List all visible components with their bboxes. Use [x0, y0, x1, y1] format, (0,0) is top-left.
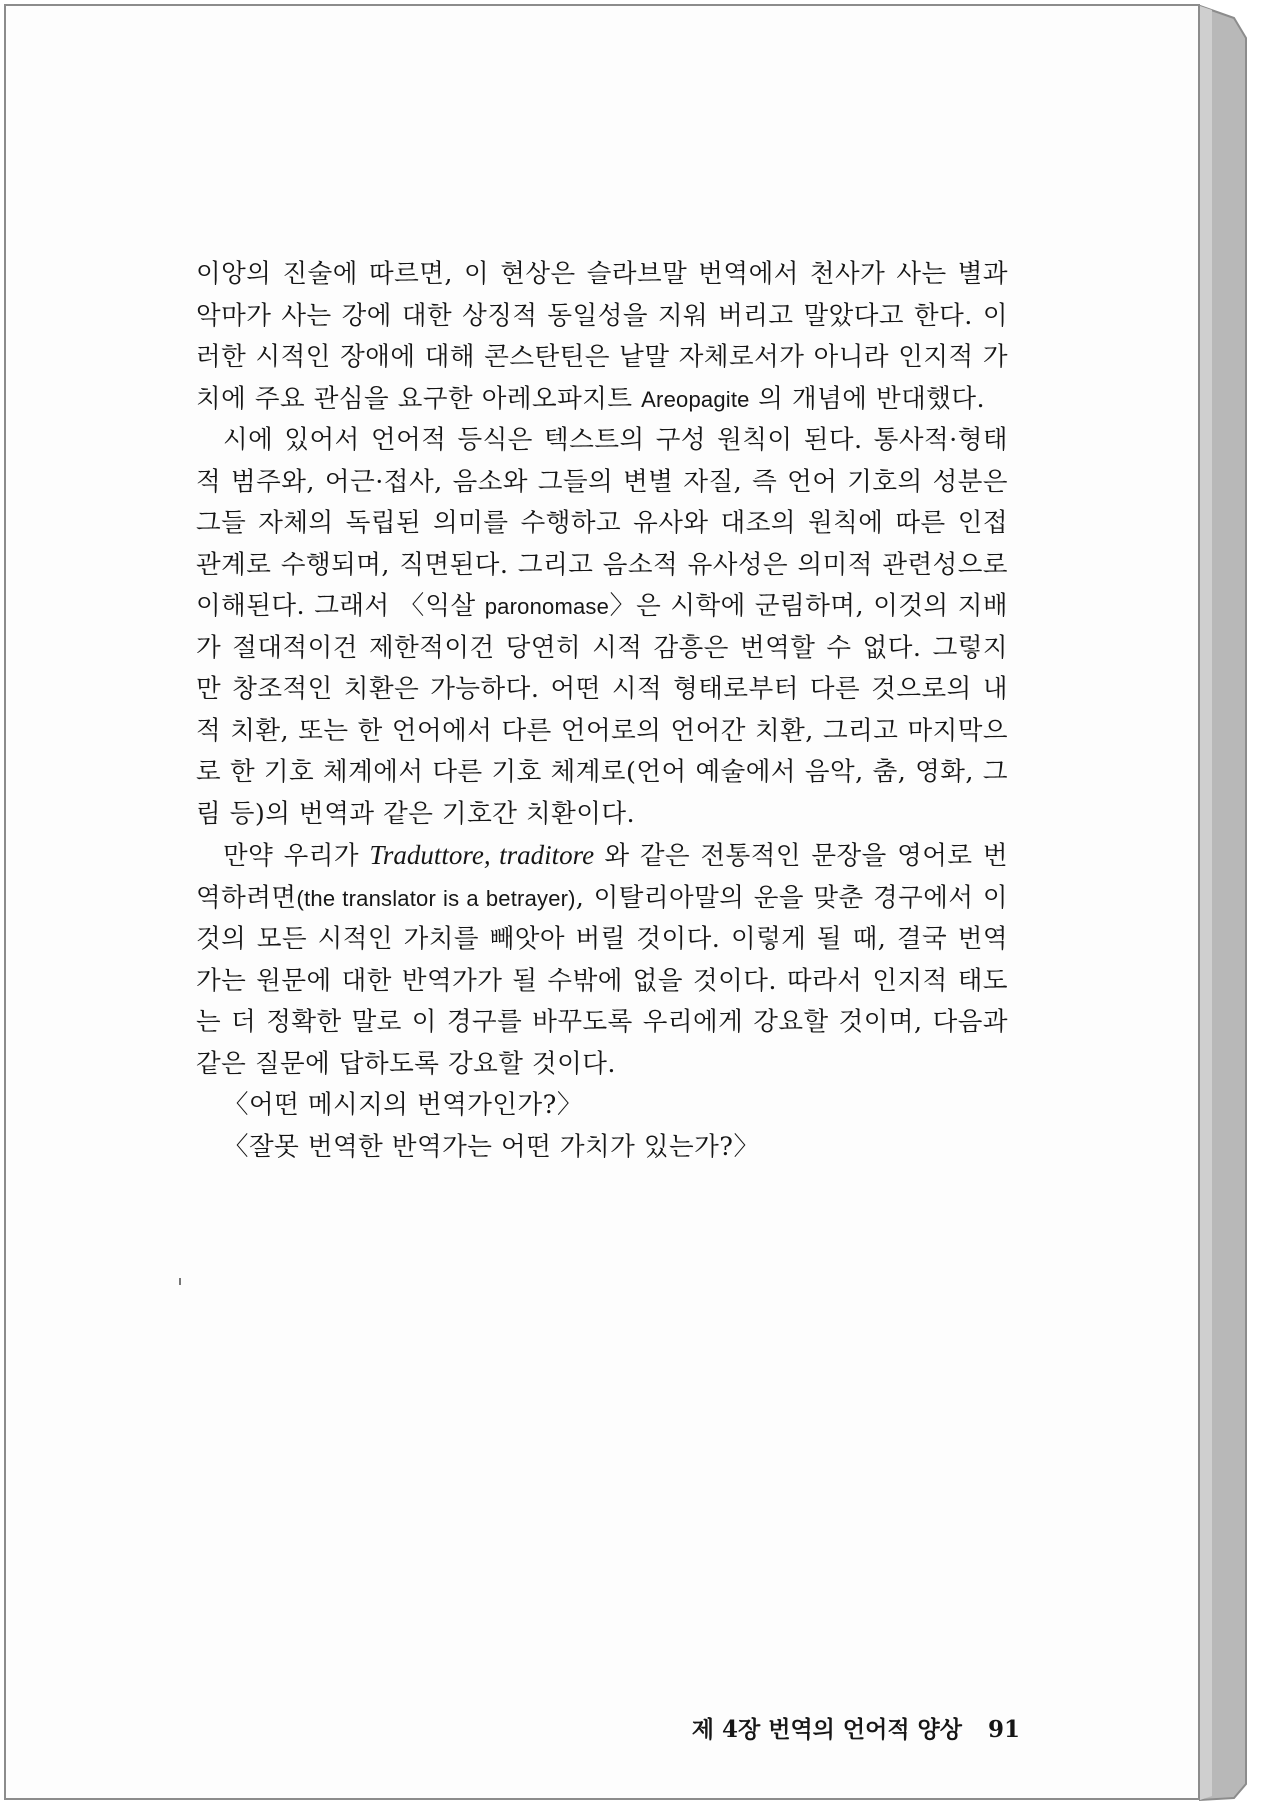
paragraph-3-text-a: 만약 우리가: [223, 841, 370, 871]
question-1: 〈어떤 메시지의 번역가인가?〉: [223, 1090, 583, 1120]
italian-phrase: Traduttore, traditore: [369, 840, 595, 870]
paragraph-2: [196, 420, 1008, 835]
paragraph-2-text-a: 시에 있어서 언어적 등식은 텍스트의 구성 원칙이 된다. 통사적·형태적 범주와, 어근·접사, 음소와 그들의 변별 자질, 즉 언어 기호의 성분은 그들 자체의 독립된 의미를 수행하고 유사와 대조의 원칙에 따른 인접 관계로 수행되며, 직면된다. 그리고 음소적 유사성은 의미적 관련성으로 이해된다. 그래서 〈익살: [196, 425, 1008, 621]
margin-mark: [179, 1278, 181, 1285]
question-2: 〈잘못 번역한 반역가는 어떤 가치가 있는가?〉: [223, 1131, 760, 1162]
english-gloss: (the translator is a betrayer): [296, 885, 576, 911]
body-text: [196, 254, 1008, 1168]
running-footer: [620, 1711, 1020, 1744]
book-page: [4, 4, 1200, 1800]
paragraph-1: [196, 254, 1008, 420]
paragraph-2-text-b: 〉은 시학에 군림하며, 이것의 지배가 절대적이건 제한적이건 당연히 시적 감흥은 번역할 수 없다. 그렇지만 창조적인 치환은 가능하다. 어떤 시적 형태로부터 다른 것으로의 내적 치환, 또는 한 언어에서 다른 언어로의 언어간 치환, 그리고 마지막으로 한 기호 체계에서 다른 기호 체계로(언어 예술에서 음악, 춤, 영화, 그림 등)의 번역과 같은 기호간 치환이다.: [196, 591, 1008, 829]
paragraph-3-text-c: , 이탈리아말의 운을 맞춘 경구에서 이것의 모든 시적인 가치를 빼앗아 버릴 것이다. 이렇게 될 때, 결국 번역가는 원문에 대한 반역가가 될 수밖에 없을 것이다. 따라서 인지적 태도는 더 정확한 말로 이 경구를 바꾸도록 우리에게 강요할 것이며, 다음과 같은 질문에 답하도록 강요할 것이다.: [196, 882, 1008, 1079]
paragraph-1-text: 이앙의 진술에 따르면, 이 현상은 슬라브말 번역에서 천사가 사는 별과 악마가 사는 강에 대한 상징적 동일성을 지워 버리고 말았다고 한다. 이러한 시적인 장애에 대해 콘스탄틴은 낱말 자체로서가 아니라 인지적 가치에 주요 관심을 요구한 아레오파지트: [196, 259, 1008, 414]
term-paronomase: paronomase: [484, 594, 610, 619]
paragraph-3-text-b: 와 같은 전통적인 문장을 영어로 번역하려면: [196, 841, 1008, 913]
term-areopagite: Areopagite: [641, 386, 750, 412]
chapter-title: 제 4장 번역의 언어적 양상: [691, 1716, 962, 1743]
paragraph-1-end: 의 개념에 반대했다.: [749, 383, 986, 414]
page-number: 91: [987, 1716, 1020, 1743]
paragraph-3: [196, 835, 1008, 1085]
